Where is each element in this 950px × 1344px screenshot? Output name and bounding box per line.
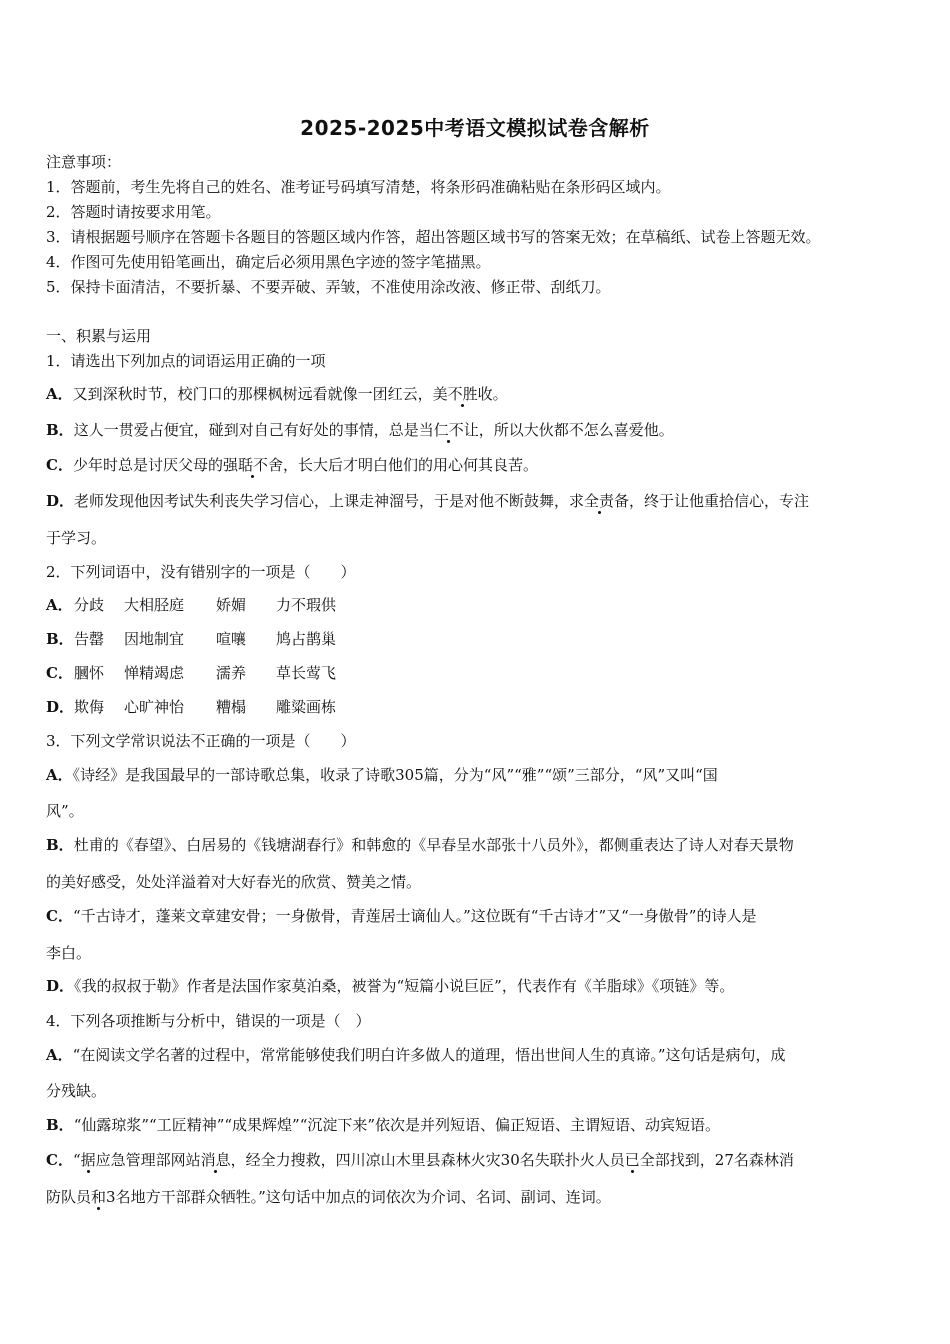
notice-item: 2．答题时请按要求用笔。 — [46, 203, 221, 221]
option-text: 这人一贯爱占便宜，碰到对自己有好处的事情，总是 — [73, 421, 419, 439]
option-text: ，经全力搜救，四川凉山木里县森林火灾30名失联扑火人员 — [230, 1151, 625, 1169]
word: 心旷神怡 — [124, 698, 185, 716]
option-text: 杜甫的《春望》、白居易的《钱塘湖春行》和韩愈的《早春呈水部张十八员外》，都侧重表达了诗人对春天景物 — [73, 836, 794, 854]
option-text: “ — [72, 1151, 81, 1169]
word: 喧嚷 — [216, 630, 247, 648]
question-1-option-b — [46, 420, 674, 440]
question-2-stem: 2．下列词语中，没有错别字的一项是（ ） — [46, 563, 356, 581]
word: 娇媚 — [216, 596, 247, 614]
option-label: D． — [46, 492, 75, 510]
word: 分歧 — [74, 596, 105, 614]
option-label: A． — [46, 766, 73, 784]
question-4-option-b — [46, 1115, 720, 1135]
question-4-option-a — [46, 1045, 785, 1065]
option-text: “千古诗才，蓬莱文章建安骨；一身傲骨，青莲居士谪仙人。”这位既有“千古诗才”又“一身傲骨”的诗人是 — [72, 907, 757, 925]
question-3-option-b-cont: 的美好感受，处处洋溢着对大好春光的欣赏、赞美之情。 — [46, 873, 422, 891]
question-3-stem: 3．下列文学常识说法不正确的一项是（ ） — [46, 732, 356, 750]
question-1-option-d — [46, 491, 809, 511]
option-text: 老师发现他因考试失利丧失学习信心，上课走神溜号，于是对他不断鼓舞， — [74, 492, 570, 510]
question-4-option-c — [46, 1150, 794, 1170]
question-1-option-a — [46, 384, 508, 404]
dotted-word: 消息 — [200, 1151, 231, 1169]
option-label: A． — [46, 1046, 73, 1064]
question-3-option-d — [46, 976, 734, 996]
word: 雕粱画栋 — [276, 698, 337, 716]
notice-item: 5．保持卡面清洁，不要折暴、不要弄破、弄皱，不准使用涂改液、修正带、刮纸刀。 — [46, 278, 611, 296]
question-3-option-c — [46, 906, 756, 926]
notice-item: 4．作图可先使用铅笔画出，确定后必须用黑色字迹的签字笔描黑。 — [46, 253, 491, 271]
option-label: C． — [46, 664, 73, 682]
option-text: 少年时总是讨厌父母的 — [72, 456, 223, 474]
word: 濡养 — [216, 664, 247, 682]
option-label: B． — [46, 630, 74, 648]
notice-item: 3．请根据题号顺序在答题卡各题目的答题区域内作答，超出答题区域书写的答案无效；在草稿纸、试卷上答题无效。 — [46, 228, 821, 246]
notice-heading: 注意事项： — [46, 153, 122, 171]
option-label: B． — [46, 836, 74, 854]
question-2-option-d — [46, 697, 336, 717]
dotted-word: 美不胜收 — [432, 385, 493, 403]
option-label: A． — [46, 385, 73, 403]
option-label: C． — [46, 456, 73, 474]
question-3-option-c-cont: 李白。 — [46, 944, 92, 962]
option-text: ，终于让他重拾信心，专注 — [629, 492, 810, 510]
question-2-option-b — [46, 629, 336, 649]
question-3-option-a-cont: 风”。 — [46, 802, 84, 820]
notice-item: 1．答题前，考生先将自己的姓名、准考证号码填写清楚，将条形码准确粘贴在条形码区域内。 — [46, 178, 671, 196]
question-1-stem: 1．请选出下列加点的词语运用正确的一项 — [46, 352, 326, 370]
option-text: 。 — [492, 385, 508, 403]
option-label: D． — [46, 698, 75, 716]
option-text: 3名地方干部群众牺牲。”这句话中加点的词依次为介词、名词、副词、连词。 — [106, 1188, 611, 1206]
word: 因地制宜 — [124, 630, 185, 648]
question-4-option-c-cont — [46, 1187, 611, 1207]
option-label: C． — [46, 907, 73, 925]
word: 草长莺飞 — [276, 664, 337, 682]
question-4-option-a-cont: 分残缺。 — [46, 1082, 107, 1100]
question-1-option-d-cont: 于学习。 — [46, 529, 107, 547]
option-text: 又到深秋时节，校门口的那棵枫树远看就像一团红云， — [72, 385, 433, 403]
word: 惮精竭虑 — [124, 664, 185, 682]
option-label: A． — [46, 596, 73, 614]
question-2-option-c — [46, 663, 336, 683]
question-1-option-c — [46, 455, 538, 475]
word: 大相胫庭 — [124, 596, 185, 614]
question-2-option-a — [46, 595, 336, 615]
option-text: “在阅读文学名著的过程中，常常能够使我们明白许多做人的道理，悟出世间人生的真谛。”这句话是病句，成 — [72, 1046, 786, 1064]
option-text: ，所以大伙都不怎么喜爱他。 — [478, 421, 674, 439]
option-label: B． — [46, 1116, 74, 1134]
question-3-option-b — [46, 835, 794, 855]
dotted-word: 强聒不舍 — [222, 456, 283, 474]
option-text: 应急管理部网站 — [95, 1151, 201, 1169]
page-title: 2025-2025中考语文模拟试卷含解析 — [300, 116, 650, 140]
word: 糟榻 — [216, 698, 247, 716]
option-label: B． — [46, 421, 74, 439]
word: 膕怀 — [74, 664, 105, 682]
word: 鸠占鹊巢 — [276, 630, 337, 648]
dotted-word: 当仁不让 — [418, 421, 479, 439]
option-text: “仙露琼浆”“工匠精神”“成果辉煌”“沉淀下来”依次是并列短语、偏正短语、主谓短语、动宾短语。 — [73, 1116, 721, 1134]
option-text: 全部找到，27名森林消 — [639, 1151, 794, 1169]
question-3-option-a — [46, 765, 718, 785]
dotted-word: 求全责备 — [569, 492, 630, 510]
question-4-stem: 4．下列各项推断与分析中，错误的一项是（ ） — [46, 1012, 371, 1030]
option-text: 《诗经》是我国最早的一部诗歌总集，收录了诗歌305篇，分为“风”“雅”“颂”三部分，“风”又叫“国 — [72, 766, 718, 784]
dotted-word: 和 — [91, 1188, 107, 1206]
section-heading: 一、积累与运用 — [46, 327, 152, 345]
option-text: 《我的叔叔于勒》作者是法国作家莫泊桑，被誉为“短篇小说巨匠”，代表作有《羊脂球》《项链》等。 — [74, 977, 735, 995]
word: 力不瑕供 — [276, 596, 337, 614]
option-label: C． — [46, 1151, 73, 1169]
word: 告罄 — [74, 630, 105, 648]
option-label: D． — [46, 977, 75, 995]
option-text: 防队员 — [46, 1188, 92, 1206]
word: 欺侮 — [74, 698, 105, 716]
dotted-word: 已 — [624, 1151, 640, 1169]
option-text: ，长大后才明白他们的用心何其良苦。 — [282, 456, 538, 474]
dotted-word: 据 — [80, 1151, 96, 1169]
